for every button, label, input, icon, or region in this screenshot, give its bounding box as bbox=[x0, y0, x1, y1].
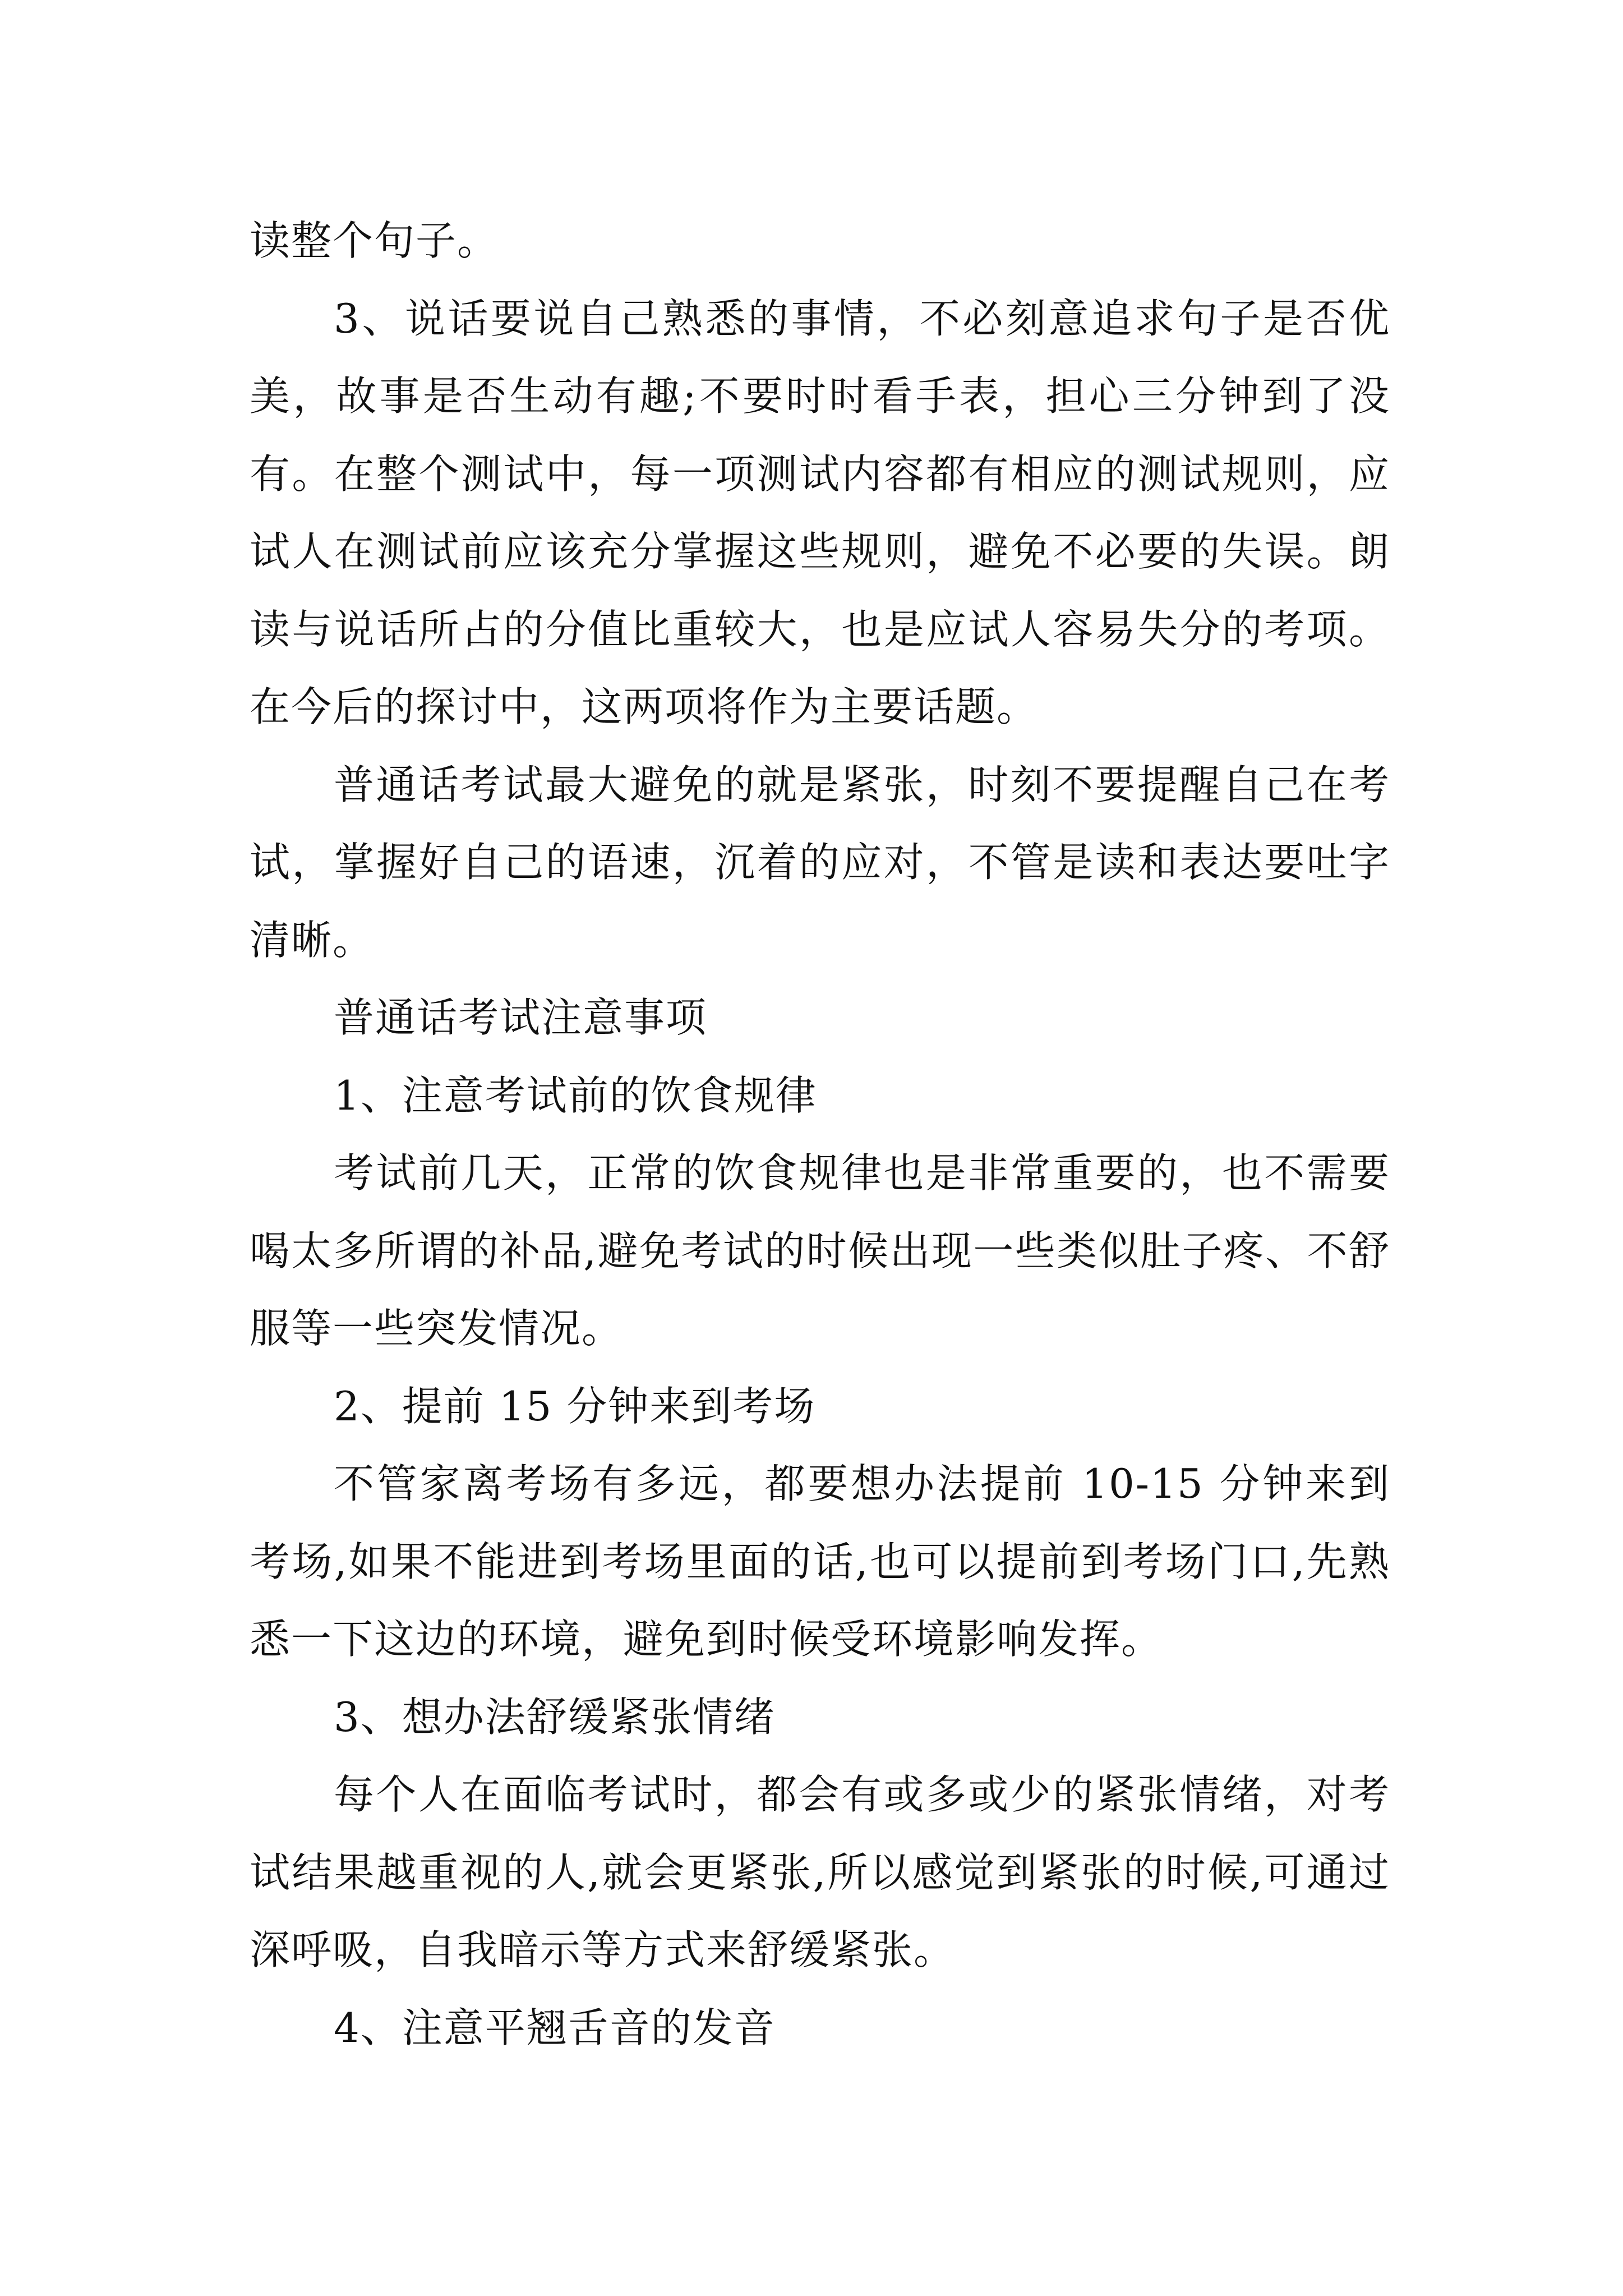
paragraph-continuation: 读整个句子。 bbox=[250, 217, 499, 264]
document-body bbox=[250, 202, 1390, 2067]
paragraph-arrive-early: 不管家离考场有多远，都要想办法提前 10-15 分钟来到考场,如果不能进到考场里面的话,也可以提前到考场门口,先熟悉一下这边的环境，避免到时候受环境影响发挥。 bbox=[250, 1460, 1390, 1663]
item-heading-relieve-tension: 3、想办法舒缓紧张情绪 bbox=[334, 1693, 776, 1741]
paragraph-diet: 考试前几天，正常的饮食规律也是非常重要的，也不需要喝太多所谓的补品,避免考试的时候出现一些类似肚子疼、不舒服等一些突发情况。 bbox=[250, 1149, 1390, 1352]
paragraph-relieve-tension: 每个人在面临考试时，都会有或多或少的紧张情绪，对考试结果越重视的人,就会更紧张,所以感觉到紧张的时候,可通过深呼吸，自我暗示等方式来舒缓紧张。 bbox=[250, 1771, 1390, 1973]
paragraph-speaking-tips: 3、说话要说自己熟悉的事情，不必刻意追求句子是否优美，故事是否生动有趣;不要时时看手表，担心三分钟到了没有。在整个测试中，每一项测试内容都有相应的测试规则，应试人在测试前应该充分掌握这些规则，避免不必要的失误。朗读与说话所占的分值比重较大，也是应试人容易失分的考项。在今后的探讨中，这两项将作为主要话题。 bbox=[250, 295, 1390, 730]
item-heading-diet: 1、注意考试前的饮食规律 bbox=[334, 1071, 817, 1119]
paragraph-avoid-nervousness: 普通话考试最大避免的就是紧张，时刻不要提醒自己在考试，掌握好自己的语速，沉着的应对，不管是读和表达要吐字清晰。 bbox=[250, 761, 1390, 964]
item-heading-arrive-early: 2、提前 15 分钟来到考场 bbox=[334, 1382, 816, 1430]
section-heading-exam-notes: 普通话考试注意事项 bbox=[334, 994, 708, 1041]
item-heading-pronunciation: 4、注意平翘舌音的发音 bbox=[334, 2004, 776, 2051]
